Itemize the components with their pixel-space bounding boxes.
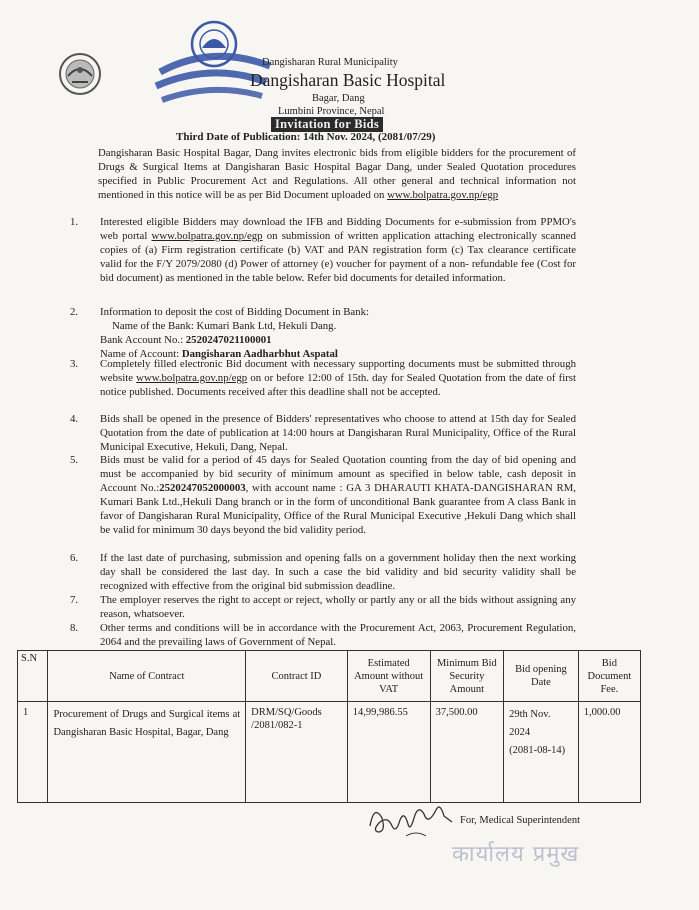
list-item: 5. Bids must be valid for a period of 45 days for Sealed Quotation counting from the day of bid opening and must be accompanied by bid security of minimum amount as specified in below table, cash deposit in Account No.:2520247052000003, with account name : GA 3 DHARAUTI KHATA-DANGISHARAN RM, Kumari Bank Ltd.,Hekuli Dang branch or in the form of unconditional Bank guarantee from A class Bank in favor of Dangisharan Rural Municipality, Office of the Rural Municipal Executive ,Hekuli Dang which shall be valid for minimum 30 days beyond the bid validity period. xyxy=(70,454,576,536)
col-bid-security: Minimum Bid Security Amount xyxy=(430,651,504,702)
cell-sn: 1 xyxy=(18,702,48,803)
cell-estimated-amount: 14,99,986.55 xyxy=(347,702,430,803)
list-item: 4. Bids shall be opened in the presence of Bidders' representatives who choose to attend at 15th day for Sealed Quotation from the date of publication at 14:00 hours at Dangisharan Rural Municipality, Office of the Rural Municipal Executive, Hekuli, Dang, Nepal. xyxy=(70,413,576,453)
security-account-number: 2520247052000003 xyxy=(159,481,246,494)
cell-opening-date: 29th Nov. 2024 (2081-08-14) xyxy=(504,702,579,803)
bank-account-number: 2520247021100001 xyxy=(185,333,272,346)
table-header-row xyxy=(18,651,641,702)
table-row xyxy=(18,702,641,803)
intro-text: Dangisharan Basic Hospital Bagar, Dang invites electronic bids from eligible bidders for the procurement of Drugs & Surgical Items at Dangisharan Basic Hospital Bagar Dang, under Sealed Quotation procedures specified in Public Procurement Act and Regulations. All other general and technical information not mentioned in this notice will be as per Bid Document uploaded on xyxy=(98,147,576,201)
intro-paragraph xyxy=(98,147,576,203)
col-estimated-amount: Estimated Amount without VAT xyxy=(347,651,430,702)
bolpatra-link[interactable]: www.bolpatra.gov.np/egp xyxy=(151,229,263,242)
hospital-province: Lumbini Province, Nepal xyxy=(278,106,385,117)
signatory-title: For, Medical Superintendent xyxy=(460,815,581,826)
cell-bid-security: 37,500.00 xyxy=(430,702,504,803)
cell-contract-name: Procurement of Drugs and Surgical items at Dangisharan Basic Hospital, Bagar, Dang xyxy=(48,702,246,803)
handwritten-signature xyxy=(366,796,456,844)
nepal-emblem-icon xyxy=(58,52,102,96)
office-chief-stamp: कार्यालय प्रमुख xyxy=(452,842,580,867)
intro-link[interactable]: www.bolpatra.gov.np/egp xyxy=(387,188,499,201)
hospital-address: Bagar, Dang xyxy=(312,93,365,104)
list-item: 6. If the last date of purchasing, submission and opening falls on a government holiday then the next working day shall be considered the last day. In such a case the bid validity and bid security validity shall be recognized with effective from the original bid submission deadline. xyxy=(70,552,576,592)
col-document-fee: Bid Document Fee. xyxy=(578,651,640,702)
list-item: 7. The employer reserves the right to accept or reject, wholly or partly any or all the bids without assigning any reason, whatsoever. xyxy=(70,594,576,620)
list-item: 2. Information to deposit the cost of Bidding Document in Bank: Name of the Bank: Kumari Bank Ltd, Hekuli Dang. Bank Account No.: 2520247021100001 Name of Account: Dangisharan Aadharbhut Aspatal xyxy=(70,306,576,362)
contract-table xyxy=(17,650,641,803)
publication-date: Third Date of Publication: 14th Nov. 2024, (2081/07/29) xyxy=(176,131,436,143)
list-item: 3. Completely filled electronic Bid document with necessary supporting documents must be submitted through website www.bolpatra.gov.np/egp on or before 12:00 of 15th. day for Sealed Quotation from the date of first notice published. Documents received after this deadline shall not be accepted. xyxy=(70,358,576,398)
list-item: 8. Other terms and conditions will be in accordance with the Procurement Act, 2063, Procurement Regulation, 2064 and the prevailing laws of Government of Nepal. xyxy=(70,622,576,648)
list-item: 1. Interested eligible Bidders may download the IFB and Bidding Documents for e-submission from PPMO's web portal www.bolpatra.gov.np/egp on submission of written application attaching electronically scanned copies of (a) Firm registration certificate (b) VAT and PAN registration form (c) Tax clearance certificate valid for the F/Y 2079/2080 (d) Power of attorney (e) voucher for payment of a non- refundable fee (Cost for bid document) as mentioned in the table below. Refer bid documents for detailed information. xyxy=(70,216,576,284)
hospital-stamp-icon xyxy=(152,14,274,114)
col-contract-id: Contract ID xyxy=(246,651,348,702)
col-sn: S.N xyxy=(18,651,48,702)
cell-contract-id: DRM/SQ/Goods /2081/082-1 xyxy=(246,702,348,803)
municipality-name: Dangisharan Rural Municipality xyxy=(262,57,398,68)
notice-title: Invitation for Bids xyxy=(271,117,383,132)
bolpatra-link[interactable]: www.bolpatra.gov.np/egp xyxy=(136,371,248,384)
hospital-name: Dangisharan Basic Hospital xyxy=(250,70,446,90)
col-opening-date: Bid opening Date xyxy=(504,651,579,702)
bank-account-name: Dangisharan Aadharbhut Aspatal xyxy=(181,347,338,360)
col-contract-name: Name of Contract xyxy=(48,651,246,702)
cell-document-fee: 1,000.00 xyxy=(578,702,640,803)
bank-name: Name of the Bank: Kumari Bank Ltd, Hekuli Dang. xyxy=(112,319,337,332)
